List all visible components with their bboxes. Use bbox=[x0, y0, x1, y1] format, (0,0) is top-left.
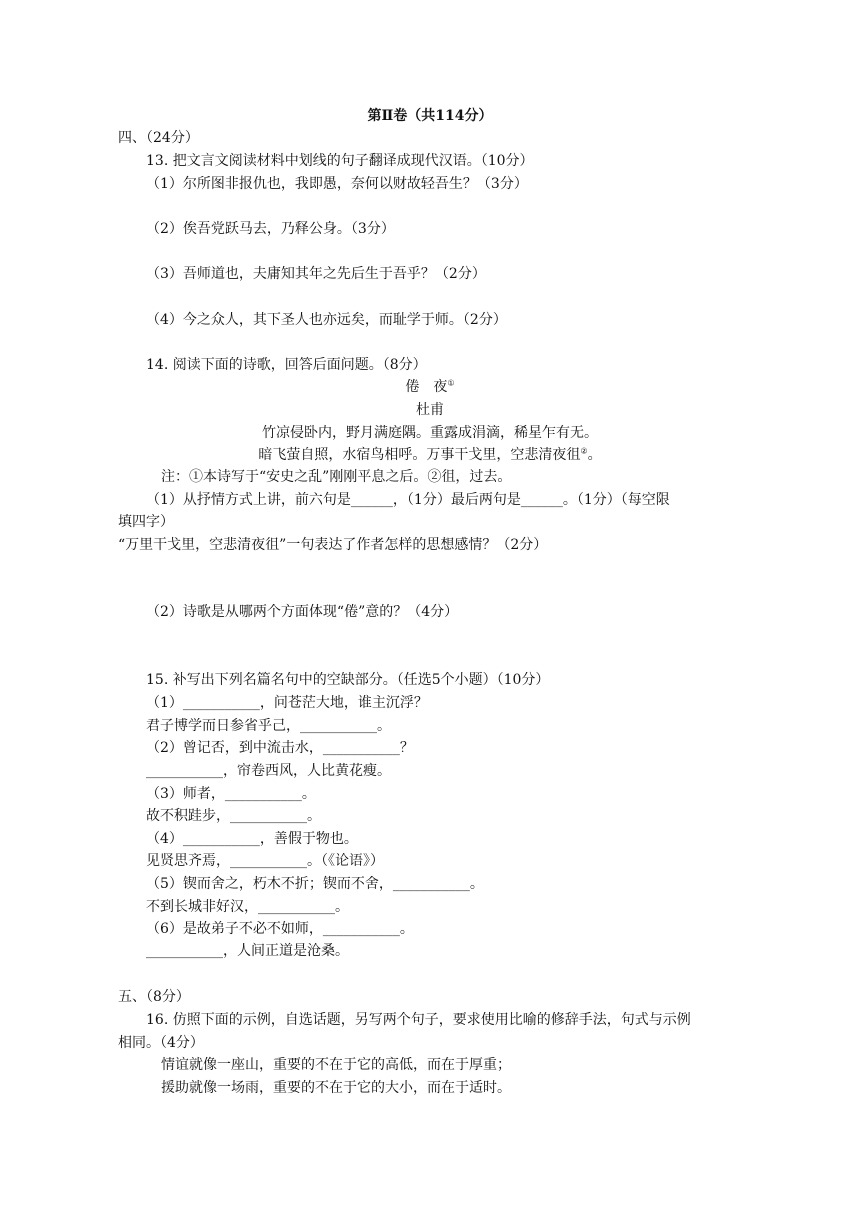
q15-line: （6）是故弟子不必不如师，___________。 bbox=[146, 921, 414, 937]
q14-prompt: 14. 阅读下面的诗歌，回答后面问题。（8分） bbox=[146, 357, 427, 373]
q15-line: （3）师者，___________。 bbox=[146, 786, 316, 802]
poem-title: 倦 夜① bbox=[405, 378, 455, 395]
q15-line: （4）___________，善假于物也。 bbox=[146, 831, 358, 847]
q14-sub2: （2）诗歌是从哪两个方面体现“倦”意的？（4分） bbox=[146, 604, 459, 620]
q15-line: （2）曾记否，到中流击水，___________？ bbox=[146, 740, 414, 756]
poem-line-2: 暗飞萤自照，水宿鸟相呼。万事干戈里，空悲清夜徂②。 bbox=[258, 446, 602, 463]
poem-note: 注：①本诗写于“安史之乱”刚刚平息之后。②徂，过去。 bbox=[161, 469, 512, 485]
poem-title-footnote-mark: ① bbox=[447, 378, 455, 388]
q14-sub1-line-c: “万里干戈里，空悲清夜徂”一句表达了作者怎样的思想感情？（2分） bbox=[118, 537, 548, 553]
q16-example-1: 情谊就像一座山，重要的不在于它的高低，而在于厚重； bbox=[161, 1057, 511, 1073]
q15-line: 故不积跬步，___________。 bbox=[146, 808, 321, 824]
q14-sub1-line-a: （1）从抒情方式上讲，前六句是______，（1分）最后两句是______。（1分）（每空限 bbox=[146, 492, 670, 508]
q15-line: （5）锲而舍之，朽木不折；锲而不舍，___________。 bbox=[146, 876, 484, 892]
poem-author: 杜甫 bbox=[416, 402, 444, 418]
q15-line: ___________，帘卷西风，人比黄花瘦。 bbox=[146, 763, 391, 779]
poem-line-footnote-mark: ② bbox=[580, 446, 588, 456]
q15-line: 君子博学而日参省乎己，___________。 bbox=[146, 718, 391, 734]
q13-item-3: （3）吾师道也，夫庸知其年之先后生于吾乎？（2分） bbox=[146, 266, 486, 282]
q15-line: （1）___________，问苍茫大地，谁主沉浮？ bbox=[146, 695, 428, 711]
q16-prompt-line-a: 16. 仿照下面的示例，自选话题，另写两个句子，要求使用比喻的修辞手法，句式与示例 bbox=[146, 1012, 691, 1028]
q13-item-2: （2）俟吾党跃马去，乃释公身。（3分） bbox=[146, 221, 395, 237]
poem-line-1: 竹凉侵卧内，野月满庭隅。重露成涓滴，稀星乍有无。 bbox=[262, 425, 598, 441]
q13-item-4: （4）今之众人，其下圣人也亦远矣，而耻学于师。（2分） bbox=[146, 312, 507, 328]
q16-example-2: 援助就像一场雨，重要的不在于它的大小，而在于适时。 bbox=[161, 1080, 511, 1096]
q15-line: 见贤思齐焉，___________。（《论语》） bbox=[146, 853, 384, 869]
q15-line: ___________，人间正道是沧桑。 bbox=[146, 943, 349, 959]
part5-header: 五、（8分） bbox=[118, 989, 190, 1005]
q16-prompt-line-b: 相同。（4分） bbox=[118, 1035, 204, 1051]
section-title: 第Ⅱ卷（共114分） bbox=[367, 108, 493, 124]
q15-prompt: 15. 补写出下列名篇名句中的空缺部分。（任选5个小题）（10分） bbox=[146, 672, 550, 688]
q15-line: 不到长城非好汉，___________。 bbox=[146, 899, 349, 915]
part4-header: 四、（24分） bbox=[118, 130, 199, 146]
q13-item-1: （1）尔所图非报仇也，我即愚，奈何以财故轻吾生？（3分） bbox=[146, 176, 528, 192]
q14-sub1-line-b: 填四字） bbox=[118, 514, 174, 530]
q13-prompt: 13. 把文言文阅读材料中划线的句子翻译成现代汉语。（10分） bbox=[146, 153, 534, 169]
